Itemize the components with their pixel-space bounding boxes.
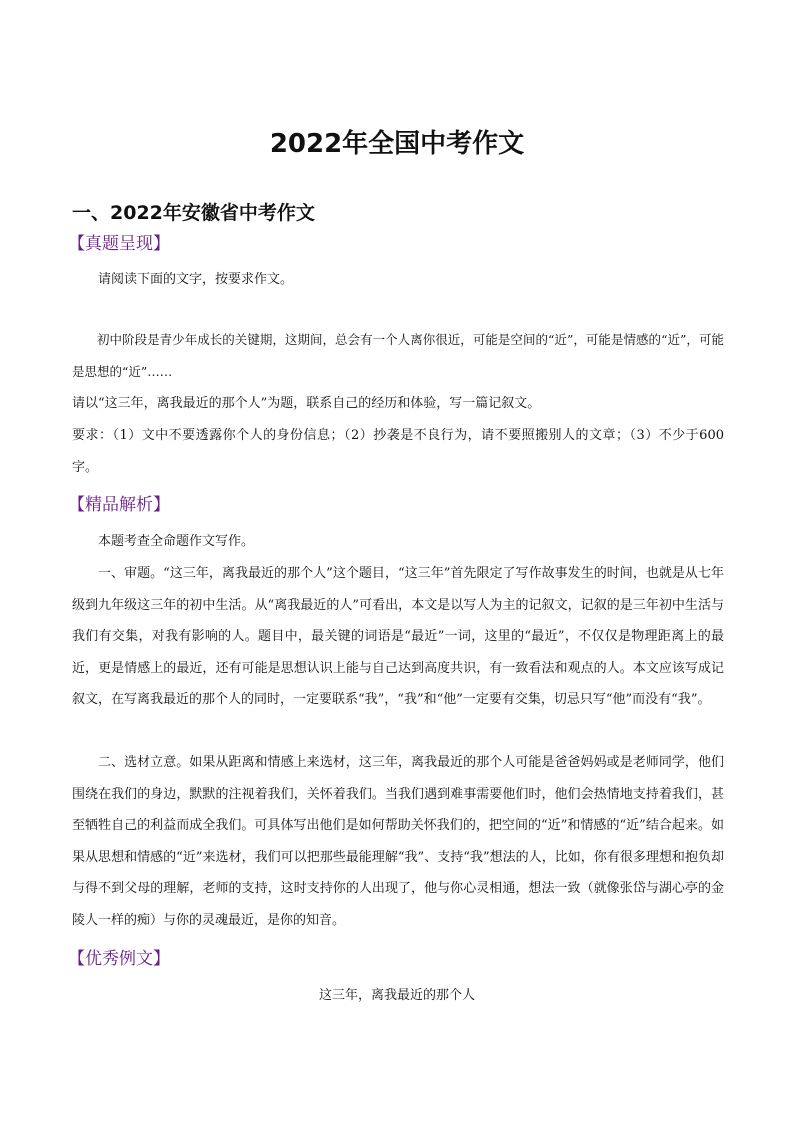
- question-requirements: 要求：（1）文中不要透露你个人的身份信息；（2）抄袭是不良行为，请不要照搬别人的文章；（3）不少于600字。: [72, 428, 724, 475]
- heading-sample-essay: 【优秀例文】: [68, 949, 170, 969]
- question-prompt: 请以“这三年，离我最近的那个人”为题，联系自己的经历和体验，写一篇记叙文。: [72, 396, 541, 411]
- section-title: 一、2022年安徽省中考作文: [72, 202, 315, 224]
- heading-real-question: 【真题呈现】: [68, 234, 170, 254]
- analysis-material-selection: 二、选材立意。如果从距离和情感上来选材，这三年，离我最近的那个人可能是爸爸妈妈或是老师同学，他们围绕在我们的身边，默默的注视着我们，关怀着我们。当我们遇到难事需要他们时，他们会热情地支持着我们，甚至牺牲自己的利益而成全我们。可具体写出他们是如何帮助关怀我们的，把空间的“近”和情感的“近”结合起来。如果从思想和情感的“近”来选材，我们可以把那些最能理解“我”、支持“我”想法的人，比如，你有很多理想和抱负却与得不到父母的理解，老师的支持，这时支持你的人出现了，他与你心灵相通，想法一致（就像张岱与湖心亭的金陵人一样的痴）与你的灵魂最近，是你的知音。: [72, 755, 724, 928]
- document-title: 2022年全国中考作文: [269, 129, 525, 159]
- analysis-intro: 本题考查全命题作文写作。: [98, 534, 255, 549]
- sample-essay-title: 这三年，离我最近的那个人: [318, 988, 475, 1003]
- analysis-topic-review: 一、审题。“这三年，离我最近的那个人”这个题目，“这三年”首先限定了写作故事发生的时间，也就是从七年级到九年级这三年的初中生活。从“离我最近的人”可看出，本文是以写人为主的记叙文，记叙的是三年初中生活与我们有交集，对我有影响的人。题目中，最关键的词语是“最近”一词，这里的“最近”，不仅仅是物理距离上的最近，更是情感上的最近，还有可能是思想认识上能与自己达到高度共识，有一致看法和观点的人。本文应该写成记叙文，在写离我最近的那个人的同时，一定要联系“我”，“我”和“他”一定要有交集，切忌只写“他”而没有“我”。: [72, 566, 724, 707]
- question-intro: 请阅读下面的文字，按要求作文。: [98, 272, 294, 287]
- heading-analysis: 【精品解析】: [68, 495, 170, 515]
- question-material: 初中阶段是青少年成长的关键期，这期间，总会有一个人离你很近，可能是空间的“近”，可能是情感的“近”，可能是思想的“近”……: [72, 332, 724, 379]
